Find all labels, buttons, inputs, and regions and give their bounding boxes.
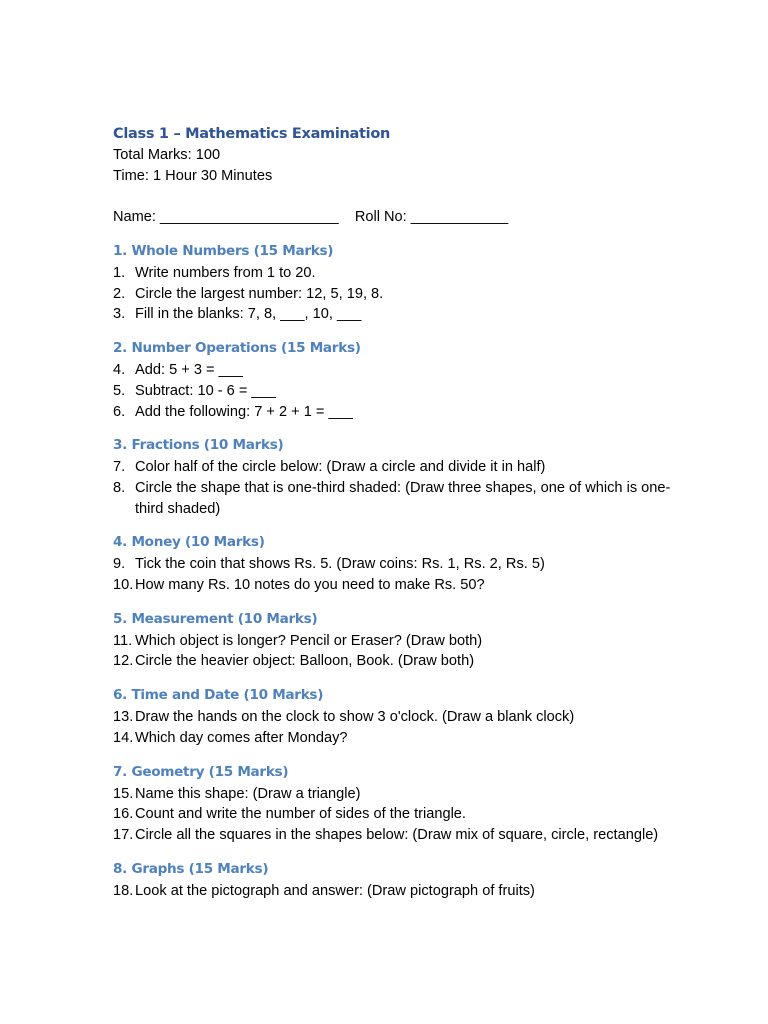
exam-document [113,124,673,901]
question-number: 16. [113,806,134,823]
question-item [113,728,673,749]
question-number: 5. [113,382,126,399]
question-list [113,263,673,325]
question-item [113,478,673,519]
section-heading: 7. Geometry (15 Marks) [113,763,289,780]
name-field: Name: ______________________ [113,209,339,225]
exam-section [113,435,673,519]
exam-section [113,609,673,672]
question-item [113,554,673,575]
question-text: Add the following: 7 + 2 + 1 = ___ [135,403,353,420]
question-item [113,631,673,652]
question-item [113,263,673,284]
question-text: Write numbers from 1 to 20. [135,265,316,281]
question-number: 11. [113,632,133,649]
exam-section [113,338,673,422]
question-list [113,784,673,846]
question-text: Which object is longer? Pencil or Eraser? (Draw both) [135,632,483,649]
question-text: Color half of the circle below: (Draw a circle and divide it in half) [135,459,546,476]
question-number: 4. [113,362,126,379]
question-text: Circle the heavier object: Balloon, Book. (Draw both) [135,653,475,670]
section-heading: 1. Whole Numbers (15 Marks) [113,243,334,259]
section-heading: 8. Graphs (15 Marks) [113,860,269,877]
question-number: 15. [113,785,134,802]
question-item [113,381,673,402]
question-text: Circle all the squares in the shapes below: (Draw mix of square, circle, rectangle) [135,826,659,843]
question-item [113,784,673,805]
question-text: Add: 5 + 3 = ___ [135,362,243,379]
question-number: 9. [113,556,126,573]
total-marks: Total Marks: 100 [113,147,221,163]
question-list [113,881,673,902]
section-heading: 3. Fractions (10 Marks) [113,437,284,454]
question-list [113,707,673,748]
question-number: 2. [113,285,126,302]
exam-duration: Time: 1 Hour 30 Minutes [113,168,273,184]
student-details-row [113,207,673,228]
question-number: 7. [113,459,126,476]
question-number: 6. [113,403,126,420]
question-item [113,304,673,325]
section-heading: 4. Money (10 Marks) [113,534,265,551]
question-number: 12. [113,653,134,670]
question-item [113,360,673,381]
exam-section [113,685,673,748]
question-text: Count and write the number of sides of the triangle. [135,806,466,823]
question-number: 17. [113,826,134,843]
question-number: 14. [113,729,134,746]
question-item [113,575,673,596]
question-text: Name this shape: (Draw a triangle) [135,785,361,802]
question-text: Fill in the blanks: 7, 8, ___, 10, ___ [135,306,362,323]
question-item [113,402,673,423]
question-text: How many Rs. 10 notes do you need to make Rs. 50? [135,577,485,594]
question-text: Subtract: 10 - 6 = ___ [135,382,276,399]
sections-container [113,241,673,901]
question-item [113,707,673,728]
exam-section [113,241,673,325]
question-list [113,631,673,672]
question-number: 8. [113,479,126,496]
section-heading: 6. Time and Date (10 Marks) [113,687,324,704]
exam-section [113,532,673,595]
question-item [113,804,673,825]
question-number: 1. [113,265,126,281]
question-text: Tick the coin that shows Rs. 5. (Draw coins: Rs. 1, Rs. 2, Rs. 5) [135,556,545,573]
question-list [113,554,673,595]
exam-section [113,859,673,902]
question-item [113,881,673,902]
question-number: 18. [113,882,134,899]
question-item [113,825,673,846]
question-number: 3. [113,306,126,323]
roll-number-field: Roll No: ____________ [354,209,509,225]
question-item [113,457,673,478]
exam-section [113,762,673,846]
question-list [113,360,673,422]
section-heading: 2. Number Operations (15 Marks) [113,340,361,357]
question-number: 13. [113,709,134,726]
question-text: Look at the pictograph and answer: (Draw pictograph of fruits) [135,882,535,899]
question-list [113,457,673,519]
question-text: Draw the hands on the clock to show 3 o'clock. (Draw a blank clock) [135,709,575,726]
question-text: Circle the shape that is one-third shaded: (Draw three shapes, one of which is one-third shaded) [135,479,671,517]
question-item [113,651,673,672]
question-number: 10. [113,577,134,594]
question-text: Which day comes after Monday? [135,729,348,746]
section-heading: 5. Measurement (10 Marks) [113,610,318,627]
question-item [113,284,673,305]
page-title: Class 1 – Mathematics Examination [113,126,391,142]
question-text: Circle the largest number: 12, 5, 19, 8. [135,285,384,302]
